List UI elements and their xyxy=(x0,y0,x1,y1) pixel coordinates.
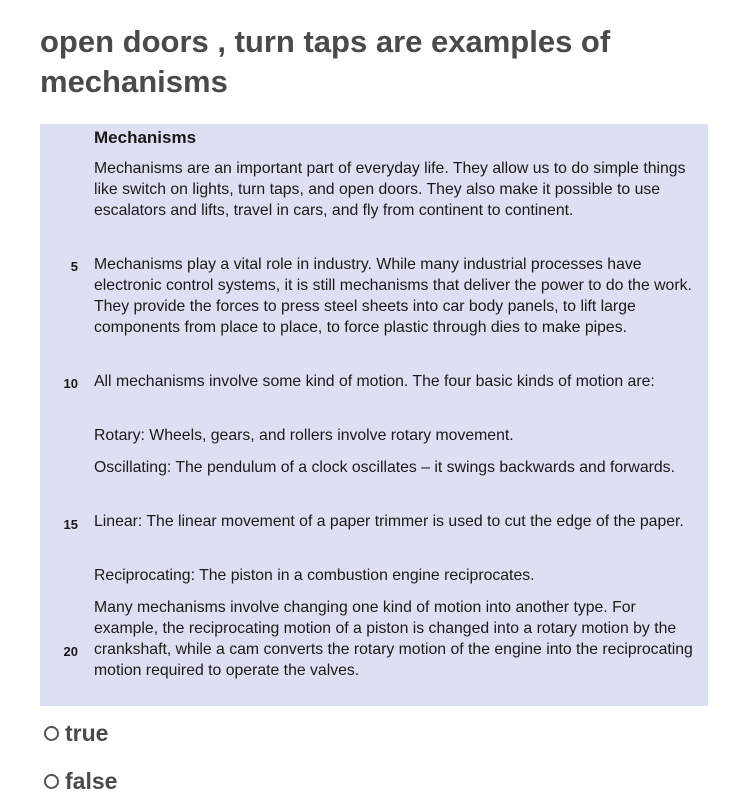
passage-paragraph-8: Many mechanisms involve changing one kind of motion into another type. For example, the reciprocating motion of a piston is changed into a rotary motion by the crankshaft, while a cam converts the rotary motion of the engine into the reciprocating motion required to operate the valves. xyxy=(94,599,693,679)
line-number-20: 20 xyxy=(63,644,78,659)
passage-paragraph-3: All mechanisms involve some kind of motion. The four basic kinds of motion are: xyxy=(94,373,655,390)
option-true[interactable] xyxy=(44,720,108,747)
line-number-15: 15 xyxy=(63,517,78,532)
question-text: open doors , turn taps are examples of mechanisms xyxy=(40,24,611,99)
line-number-10: 10 xyxy=(63,376,78,391)
passage-title: Mechanisms xyxy=(94,128,197,147)
option-false[interactable] xyxy=(44,768,117,795)
radio-circle-icon[interactable] xyxy=(44,774,59,789)
passage-image xyxy=(40,124,708,706)
option-true-label: true xyxy=(65,720,109,746)
line-number-5: 5 xyxy=(70,259,78,274)
passage-paragraph-6: Linear: The linear movement of a paper trimmer is used to cut the edge of the paper. xyxy=(94,513,684,530)
radio-circle-icon[interactable] xyxy=(44,726,59,741)
passage-paragraph-4: Rotary: Wheels, gears, and rollers involve rotary movement. xyxy=(94,427,514,444)
passage-paragraph-2: Mechanisms play a vital role in industry. While many industrial processes have electronic control systems, it is still mechanisms that deliver the power to do the work. They provide the forces to press steel sheets into car body panels, to lift large components from place to place, to force plastic through dies to make pipes. xyxy=(94,256,692,336)
passage-paragraph-1: Mechanisms are an important part of everyday life. They allow us to do simple things like switch on lights, turn taps, and open doors. They also make it possible to use escalators and lifts, travel in cars, and fly from continent to continent. xyxy=(94,160,686,219)
passage-paragraph-7: Reciprocating: The piston in a combustion engine reciprocates. xyxy=(94,567,535,584)
option-false-label: false xyxy=(65,768,118,794)
passage-paragraph-5: Oscillating: The pendulum of a clock oscillates – it swings backwards and forwards. xyxy=(94,459,675,476)
